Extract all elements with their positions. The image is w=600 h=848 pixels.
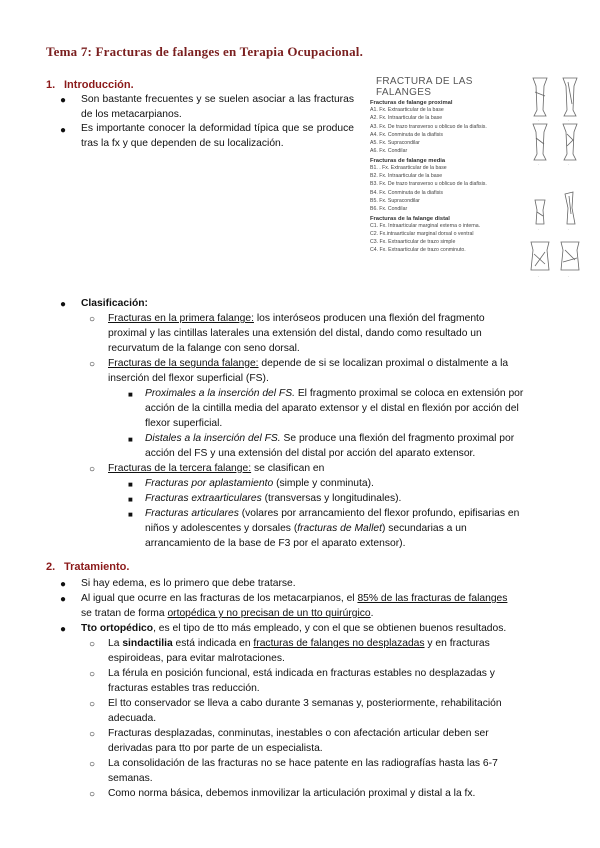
bullet-circle-icon: ○ [89,759,96,770]
page-title: Tema 7: Fracturas de falanges en Terapia Ocupacional. [46,44,364,59]
svg-text:·: · [568,227,570,232]
bullet-circle-icon: ○ [89,314,96,325]
figure-item: B4. Fx. Conminuta de la diafisis [370,189,443,196]
figure-group-heading: Fracturas de falange proximal [370,100,453,106]
figure-group-heading: Fracturas de la falange distal [370,215,450,222]
bullet-disc-icon: ● [60,594,67,605]
bullet-square-icon: ■ [128,510,133,519]
section-heading-tratamiento [46,561,129,573]
trat-norma-basica: Como norma básica, debemos inmovilizar la articulación proximal y distal a la fx. [108,788,476,799]
bullet-square-icon: ■ [128,390,133,399]
bullet-disc-icon: ● [60,95,67,106]
svg-text:·: · [568,274,570,279]
clasif-tercera-falange: Fracturas de la tercera falange: se clasifican en [108,463,325,474]
trat-sindactilia: La sindactilia está indicada en fracturas de falanges no desplazadas y en fracturas espiroideas, para evitar malrotaciones. [108,638,490,664]
svg-text:·: · [568,162,570,167]
term-tercera-falange: Fracturas de la tercera falange: [108,463,252,474]
svg-text:·: · [538,162,540,167]
svg-text:·: · [538,118,540,123]
bullet-circle-icon: ○ [89,669,96,680]
clasif-primera-falange: Fracturas en la primera falange: los interóseos producen una flexión del fragmento proximal y las cintillas laterales una extensión del distal, dando como resultado un recurvatum de la falange con seno dorsal. [108,313,485,354]
figure-item: A3. Fx. De trazo transverso u oblicuo de la diafisis. [370,123,487,130]
bullet-disc-icon: ● [60,624,67,635]
bullet-circle-icon: ○ [89,729,96,740]
svg-text:·: · [538,274,540,279]
figure-item: A4. Fx. Conminuta de la diafisis [370,131,443,138]
intro-bullet-1: Son bastante frecuentes y se suelen asociar a las fracturas de los metacarpianos. [81,94,354,120]
term-primera-falange: Fracturas en la primera falange: [108,313,254,324]
bullet-disc-icon: ● [60,299,67,310]
svg-text:·: · [568,118,570,123]
section-label: Tratamiento. [64,561,130,573]
section-label: Introducción. [64,79,134,91]
clasif-aplastamiento: Fracturas por aplastamiento (simple y conminuta). [145,478,374,489]
trat-edema: Si hay edema, es lo primero que debe tratarse. [81,578,296,589]
bullet-disc-icon: ● [60,579,67,590]
bullet-circle-icon: ○ [89,639,96,650]
bullet-circle-icon: ○ [89,464,96,475]
figure-item: A6. Fx. Condilar [370,148,408,155]
clasif-distales: Distales a la inserción del FS. Se produce una flexión del fragmento proximal por acción del FS y una extensión del distal por acción del aparato extensor. [145,433,515,459]
figure-item: C1. Fx. Intraarticular marginal externa o interna. [370,222,481,229]
trat-consolidacion: La consolidación de las fracturas no se hace patente en las radiografías hasta las 6-7 semanas. [108,758,498,784]
figure-item: A5. Fx. Supracondilar [370,140,420,147]
bullet-disc-icon: ● [60,125,67,136]
section-number: 2. [46,561,56,573]
figure-item: B2. Fx. Intraarticular de la base [370,173,443,180]
term-segunda-falange: Fracturas de la segunda falange: [108,358,259,369]
figure-item: B1. . Fx. Extraarticular de la base [370,164,447,171]
trat-metacarpianos: Al igual que ocurre en las fracturas de los metacarpianos, el 85% de las fracturas de falanges se tratan de forma ortopédica y no precisan de un tto quirúrgico. [81,593,508,619]
bullet-square-icon: ■ [128,495,133,504]
bullet-circle-icon: ○ [89,789,96,800]
figure-item: B6. Fx. Condilar [370,206,408,213]
figure-item: A1. Fx. Extraarticular de la base [370,107,444,113]
clasif-articulares: Fracturas articulares (volares por arrancamiento del flexor profundo, epifisarias en niños y adolescentes y dorsales (fracturas de Mallet) secundarias a un arrancamiento de la base de F3 por el aparato extensor). [145,508,520,549]
trat-conservador: El tto conservador se lleva a cabo durante 3 semanas y, posteriormente, rehabilitación adecuada. [108,698,502,724]
clasif-proximales: Proximales a la inserción del FS. El fragmento proximal se coloca en extensión por acción de la cintilla media del aparato extensor y el distal en flexión por acción del flexor superficial. [145,388,524,429]
intro-bullet-2: Es importante conocer la deformidad típica que se produce tras la fx y que dependen de su localización. [81,123,354,149]
bullet-square-icon: ■ [128,480,133,489]
bullet-circle-icon: ○ [89,359,96,370]
figure-item: A2. Fx. Intraarticular de la base [370,115,443,122]
figure-item: C2. Fx.intraarticular marginal dorsal o ventral [370,230,474,237]
bullet-square-icon: ■ [128,435,133,444]
section-number: 1. [46,79,56,91]
trat-ferula: La férula en posición funcional, está indicada en fracturas estables no desplazadas y fracturas estables tras reducción. [108,668,495,694]
clasif-extraarticulares: Fracturas extraarticulares (transversas y longitudinales). [145,493,402,504]
clasificacion-heading: Clasificación: [81,298,148,309]
figure-item: C4. Fx. Extraarticular de trazo conminuto. [370,247,466,254]
svg-text:·: · [538,227,540,232]
figure-item: B5. Fx. Supracondilar [370,197,420,204]
phalanx-fracture-illustration [525,74,585,284]
section-heading-introduccion [46,79,134,91]
fracture-classification-figure [370,76,530,255]
figure-item: B3. Fx. De trazo transverso u oblicuo de la diafisis. [370,181,487,188]
figure-title: FRACTURA DE LAS FALANGES [376,76,473,98]
figure-item: C3. Fx. Extraarticular de trazo simple [370,239,456,246]
clasif-segunda-falange: Fracturas de la segunda falange: depende de si se localizan proximal o distalmente a la inserción del flexor superficial (FS). [108,358,509,384]
trat-ortopedico: Tto ortopédico, es el tipo de tto más empleado, y con el que se obtienen buenos resultados. [81,623,507,634]
bullet-circle-icon: ○ [89,699,96,710]
trat-desplazadas: Fracturas desplazadas, conminutas, inestables o con afectación articular deben ser derivadas para tto por parte de un especialista. [108,728,489,754]
figure-group-heading: Fracturas de falange media [370,157,446,164]
